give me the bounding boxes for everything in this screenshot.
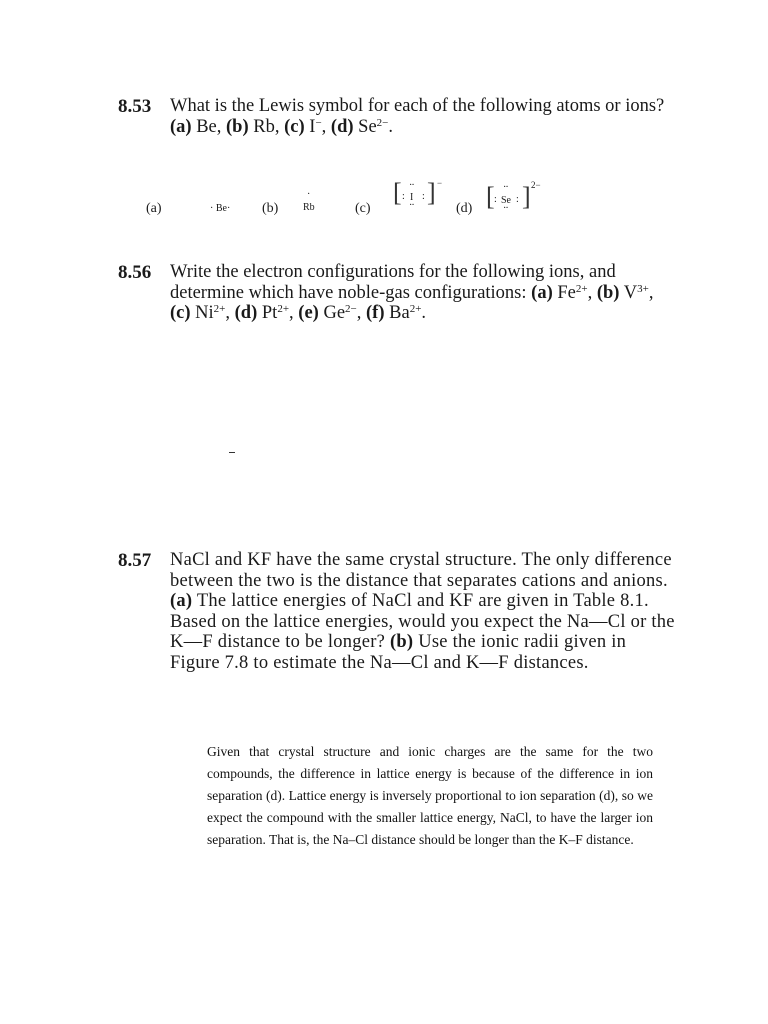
lewis-charge-d: 2− (531, 180, 541, 190)
lewis-symbol-iodide: I (410, 192, 414, 203)
question-text: Write the electron configurations for the following ions, and determine which have noble-gas configurations: (170, 262, 616, 303)
separator: , (321, 116, 331, 137)
charge: 2+ (409, 303, 422, 316)
part-label: (d) (234, 303, 258, 324)
charge: 2+ (213, 303, 226, 316)
species: Rb, (248, 116, 285, 137)
separator: , (289, 303, 299, 324)
question-text: NaCl and KF have the same crystal structure. The only difference between the two is the distance that separates cations and anions. (170, 550, 672, 591)
lewis-label-d: (d) (456, 201, 473, 216)
electron-dot: · (307, 189, 311, 200)
part-label: (d) (330, 116, 354, 137)
electron-dots-top: ·· (409, 180, 414, 191)
separator: , (648, 282, 654, 303)
left-bracket: [ (486, 182, 495, 211)
species: Pt (257, 303, 278, 324)
left-bracket: [ (393, 178, 402, 207)
electron-dots-left: : (402, 191, 405, 202)
electron-dots-right: : (516, 194, 519, 205)
part-label: (a) (531, 282, 553, 303)
lewis-charge-c: − (437, 178, 443, 188)
lewis-label-a: (a) (146, 201, 162, 216)
right-bracket: ] (427, 178, 436, 207)
species: Ge (318, 303, 346, 324)
charge: 3+ (637, 282, 649, 295)
separator: , (356, 303, 367, 324)
charge: 2− (345, 303, 357, 316)
part-label: (b) (226, 116, 249, 137)
electron-dots-bottom: ·· (409, 200, 414, 211)
problem-8-53 (118, 96, 678, 137)
right-bracket: ] (522, 182, 531, 211)
separator: . (421, 303, 427, 324)
lewis-label-c: (c) (355, 201, 371, 216)
question-text: Use the ionic radii given in Figure 7.8 to estimate the Na—Cl and K—F distances. (170, 632, 627, 673)
part-label: (c) (284, 116, 305, 137)
charge: − (315, 116, 322, 129)
problem-8-57 (118, 550, 678, 674)
separator: . (388, 116, 394, 137)
electron-dots-top: ·· (503, 182, 508, 193)
part-label: (f) (366, 303, 385, 324)
charge: 2+ (277, 303, 290, 316)
lewis-symbol-selenide: Se (501, 195, 511, 206)
problem-text (170, 262, 678, 324)
species: Ni (190, 303, 214, 324)
question-text: What is the Lewis symbol for each of the following atoms or ions? (170, 96, 665, 116)
problem-8-56 (118, 262, 678, 324)
species: Fe (552, 282, 576, 303)
question-text: The lattice energies of NaCl and KF are given in Table 8.1. Based on the lattice energies, would you expect the Na—Cl or the K—F distance to be longer? (170, 591, 675, 653)
part-label: (a) (170, 591, 193, 612)
species: V (619, 282, 638, 303)
problem-text (170, 550, 678, 674)
part-label: (c) (170, 303, 191, 324)
species: I (304, 116, 316, 137)
charge: 2− (376, 116, 389, 129)
lewis-label-b: (b) (262, 201, 279, 216)
charge: 2+ (575, 282, 588, 295)
lewis-symbol-rb: Rb (303, 202, 315, 213)
part-label: (b) (596, 282, 620, 303)
part-label: (b) (389, 632, 414, 653)
problem-number: 8.57 (118, 550, 152, 571)
electron-dots-right: : (422, 191, 425, 202)
part-label: (a) (170, 116, 192, 137)
separator: , (225, 303, 235, 324)
electron-dots-bottom: ·· (503, 203, 508, 214)
lewis-symbols-row (0, 178, 768, 228)
electron-dots-left: : (494, 194, 497, 205)
stray-mark (229, 452, 235, 453)
separator: , (587, 282, 593, 303)
species: Be, (191, 116, 227, 137)
answer-paragraph: Given that crystal structure and ionic charges are the same for the two compounds, the difference in lattice energy is because of the difference in ion separation (d). Lattice energy is inversely proportional to ion separation (d), so we expect the compound with the smaller lattice energy, NaCl, to have the larger ion separation. That is, the Na–Cl distance should be longer than the K–F distance. (207, 744, 653, 847)
problem-text (170, 96, 678, 137)
species: Ba (384, 303, 410, 324)
part-label: (e) (298, 303, 319, 324)
problem-number: 8.53 (118, 96, 152, 117)
lewis-symbol-be: · Be· (210, 203, 231, 214)
problem-number: 8.56 (118, 262, 152, 283)
species: Se (353, 116, 377, 137)
